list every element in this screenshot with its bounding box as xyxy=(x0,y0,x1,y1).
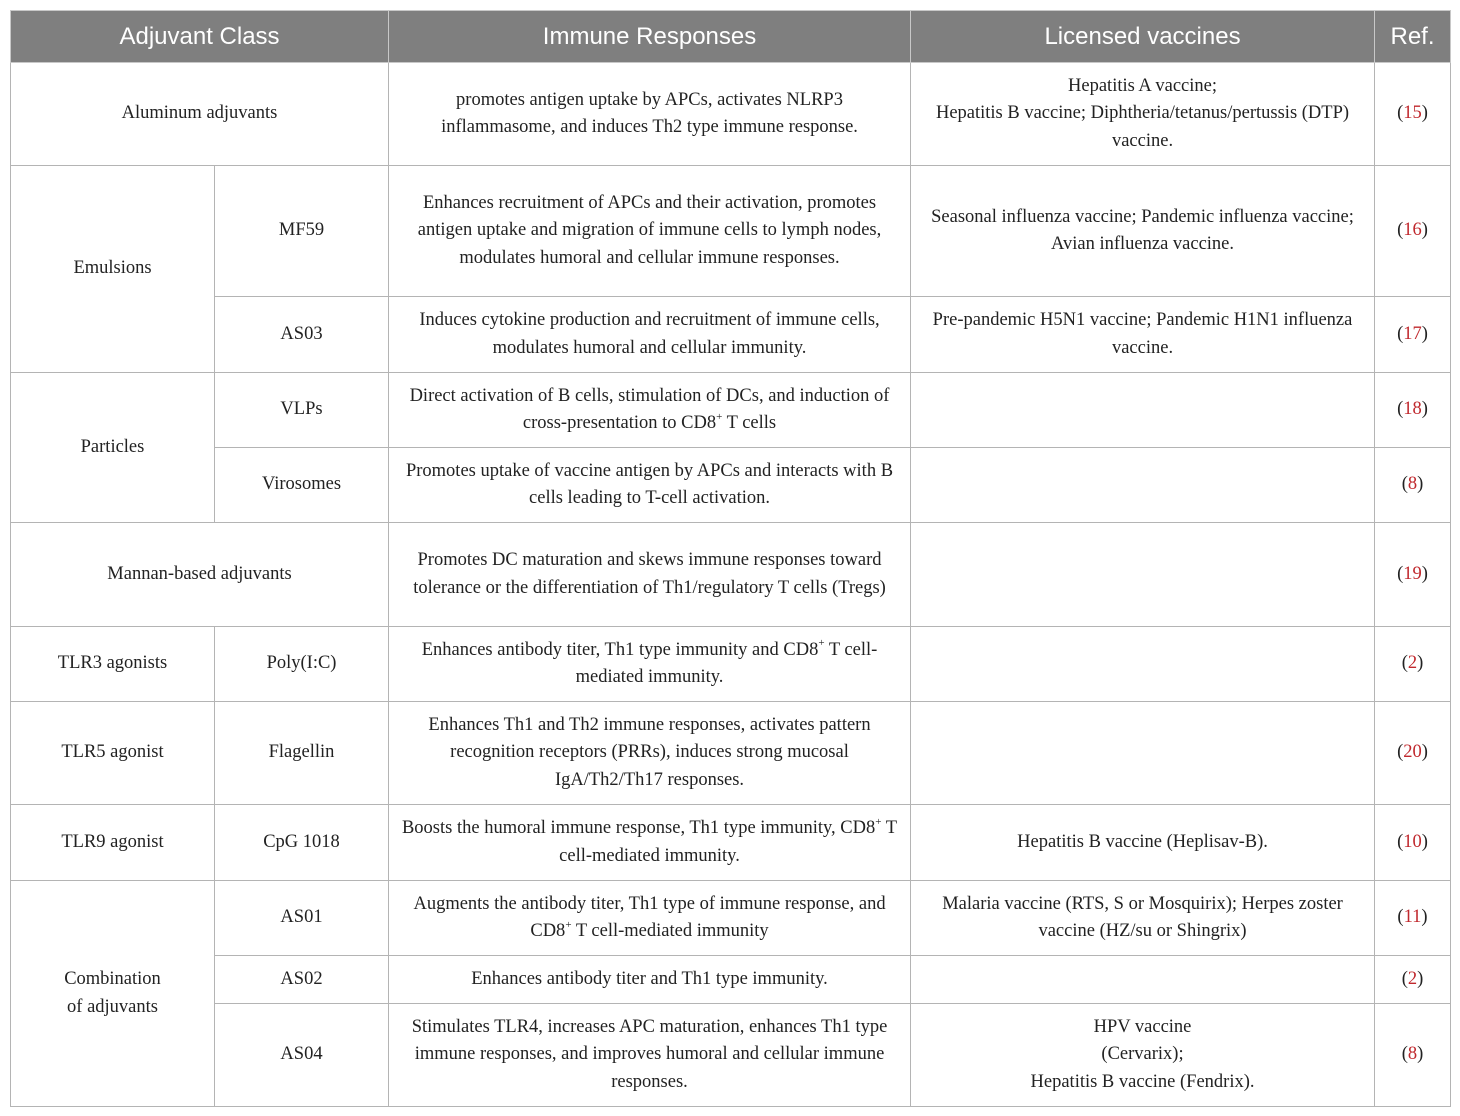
adjuvant-class-cell: TLR3 agonists xyxy=(11,627,215,702)
adjuvant-table xyxy=(10,10,1451,1107)
ref-link[interactable]: 18 xyxy=(1403,399,1422,420)
adjuvant-name-cell: Virosomes xyxy=(215,448,389,523)
adjuvant-name-cell: AS02 xyxy=(215,956,389,1004)
table-row xyxy=(11,881,1451,956)
vaccine-line: Hepatitis B vaccine; Diphtheria/tetanus/pertussis (DTP) vaccine. xyxy=(935,103,1350,151)
immune-response-cell: Augments the antibody titer, Th1 type of immune response, and CD8+ T cell-mediated immunity xyxy=(389,881,911,956)
adjuvant-name-cell: MF59 xyxy=(215,166,389,297)
immune-response-cell: promotes antigen uptake by APCs, activates NLRP3 inflammasome, and induces Th2 type immune response. xyxy=(389,63,911,166)
adjuvant-name-cell: CpG 1018 xyxy=(215,805,389,881)
table-row xyxy=(11,373,1451,448)
licensed-vaccine-cell: Malaria vaccine (RTS, S or Mosquirix); Herpes zoster vaccine (HZ/su or Shingrix) xyxy=(911,881,1375,956)
immune-response-cell: Promotes DC maturation and skews immune responses toward tolerance or the differentiation of Th1/regulatory T cells (Tregs) xyxy=(389,523,911,627)
immune-response-cell: Enhances antibody titer and Th1 type immunity. xyxy=(389,956,911,1004)
licensed-vaccine-cell xyxy=(911,702,1375,805)
ref-cell: (20) xyxy=(1375,702,1451,805)
adjuvant-class-cell: Emulsions xyxy=(11,166,215,373)
adjuvant-name-cell: Flagellin xyxy=(215,702,389,805)
table-row xyxy=(11,448,1451,523)
table-row xyxy=(11,956,1451,1004)
immune-response-cell: Enhances antibody titer, Th1 type immunity and CD8+ T cell-mediated immunity. xyxy=(389,627,911,702)
table-row xyxy=(11,63,1451,166)
ref-link[interactable]: 10 xyxy=(1403,831,1422,852)
ref-link[interactable]: 20 xyxy=(1403,742,1422,763)
ref-cell: (8) xyxy=(1375,448,1451,523)
ref-cell: (17) xyxy=(1375,297,1451,373)
immune-response-cell: Boosts the humoral immune response, Th1 type immunity, CD8+ T cell-mediated immunity. xyxy=(389,805,911,881)
licensed-vaccine-cell xyxy=(911,523,1375,627)
table-row xyxy=(11,1004,1451,1107)
adjuvant-name-cell: VLPs xyxy=(215,373,389,448)
immune-response-cell: Direct activation of B cells, stimulation of DCs, and induction of cross-presentation to CD8+ T cells xyxy=(389,373,911,448)
vaccine-line: (Cervarix); xyxy=(1101,1044,1184,1065)
ref-cell: (16) xyxy=(1375,166,1451,297)
header-licensed-vaccines: Licensed vaccines xyxy=(911,11,1375,63)
adjuvant-class-cell: Combination of adjuvants xyxy=(11,881,215,1107)
immune-response-cell: Induces cytokine production and recruitment of immune cells, modulates humoral and cellular immunity. xyxy=(389,297,911,373)
ref-cell: (15) xyxy=(1375,63,1451,166)
header-ref: Ref. xyxy=(1375,11,1451,63)
immune-response-cell: Stimulates TLR4, increases APC maturation, enhances Th1 type immune responses, and improves humoral and cellular immune responses. xyxy=(389,1004,911,1107)
adjuvant-name-cell: AS03 xyxy=(215,297,389,373)
header-immune-responses: Immune Responses xyxy=(389,11,911,63)
ref-cell: (2) xyxy=(1375,627,1451,702)
ref-link[interactable]: 16 xyxy=(1403,220,1422,241)
table-row xyxy=(11,297,1451,373)
ref-link[interactable]: 8 xyxy=(1407,474,1418,495)
adjuvant-class-cell: TLR9 agonist xyxy=(11,805,215,881)
licensed-vaccine-cell: Seasonal influenza vaccine; Pandemic influenza vaccine; Avian influenza vaccine. xyxy=(911,166,1375,297)
adjuvant-name-cell: AS04 xyxy=(215,1004,389,1107)
table-row xyxy=(11,523,1451,627)
header-row xyxy=(11,11,1451,63)
vaccine-line: Hepatitis A vaccine; xyxy=(1068,75,1218,96)
table-row xyxy=(11,805,1451,881)
immune-response-cell: Enhances Th1 and Th2 immune responses, activates pattern recognition receptors (PRRs), induces strong mucosal IgA/Th2/Th17 responses. xyxy=(389,702,911,805)
ref-link[interactable]: 15 xyxy=(1403,103,1422,124)
header-adjuvant-class: Adjuvant Class xyxy=(11,11,389,63)
ref-link[interactable]: 17 xyxy=(1403,323,1422,344)
adjuvant-class-cell: Aluminum adjuvants xyxy=(11,63,389,166)
ref-link[interactable]: 2 xyxy=(1407,968,1418,989)
adjuvant-class-cell: Mannan-based adjuvants xyxy=(11,523,389,627)
table-row xyxy=(11,627,1451,702)
ref-link[interactable]: 2 xyxy=(1407,653,1418,674)
table-row xyxy=(11,166,1451,297)
licensed-vaccine-cell xyxy=(911,373,1375,448)
adjuvant-name-cell: Poly(I:C) xyxy=(215,627,389,702)
licensed-vaccine-cell xyxy=(911,448,1375,523)
vaccine-line: HPV vaccine xyxy=(1093,1016,1192,1037)
licensed-vaccine-cell xyxy=(911,63,1375,166)
ref-cell: (10) xyxy=(1375,805,1451,881)
licensed-vaccine-cell: Pre-pandemic H5N1 vaccine; Pandemic H1N1 influenza vaccine. xyxy=(911,297,1375,373)
ref-cell: (18) xyxy=(1375,373,1451,448)
ref-link[interactable]: 19 xyxy=(1403,563,1422,584)
immune-response-cell: Enhances recruitment of APCs and their activation, promotes antigen uptake and migration of immune cells to lymph nodes, modulates humoral and cellular immune responses. xyxy=(389,166,911,297)
adjuvant-name-cell: AS01 xyxy=(215,881,389,956)
vaccine-line: Hepatitis B vaccine (Fendrix). xyxy=(1030,1071,1255,1092)
table-row xyxy=(11,702,1451,805)
adjuvant-class-cell: TLR5 agonist xyxy=(11,702,215,805)
ref-cell: (8) xyxy=(1375,1004,1451,1107)
ref-link[interactable]: 8 xyxy=(1407,1044,1418,1065)
licensed-vaccine-cell xyxy=(911,627,1375,702)
ref-cell: (11) xyxy=(1375,881,1451,956)
ref-cell: (19) xyxy=(1375,523,1451,627)
ref-cell: (2) xyxy=(1375,956,1451,1004)
licensed-vaccine-cell: Hepatitis B vaccine (Heplisav-B). xyxy=(911,805,1375,881)
adjuvant-class-cell: Particles xyxy=(11,373,215,523)
immune-response-cell: Promotes uptake of vaccine antigen by APCs and interacts with B cells leading to T-cell activation. xyxy=(389,448,911,523)
ref-link[interactable]: 11 xyxy=(1403,907,1422,928)
licensed-vaccine-cell xyxy=(911,956,1375,1004)
licensed-vaccine-cell xyxy=(911,1004,1375,1107)
